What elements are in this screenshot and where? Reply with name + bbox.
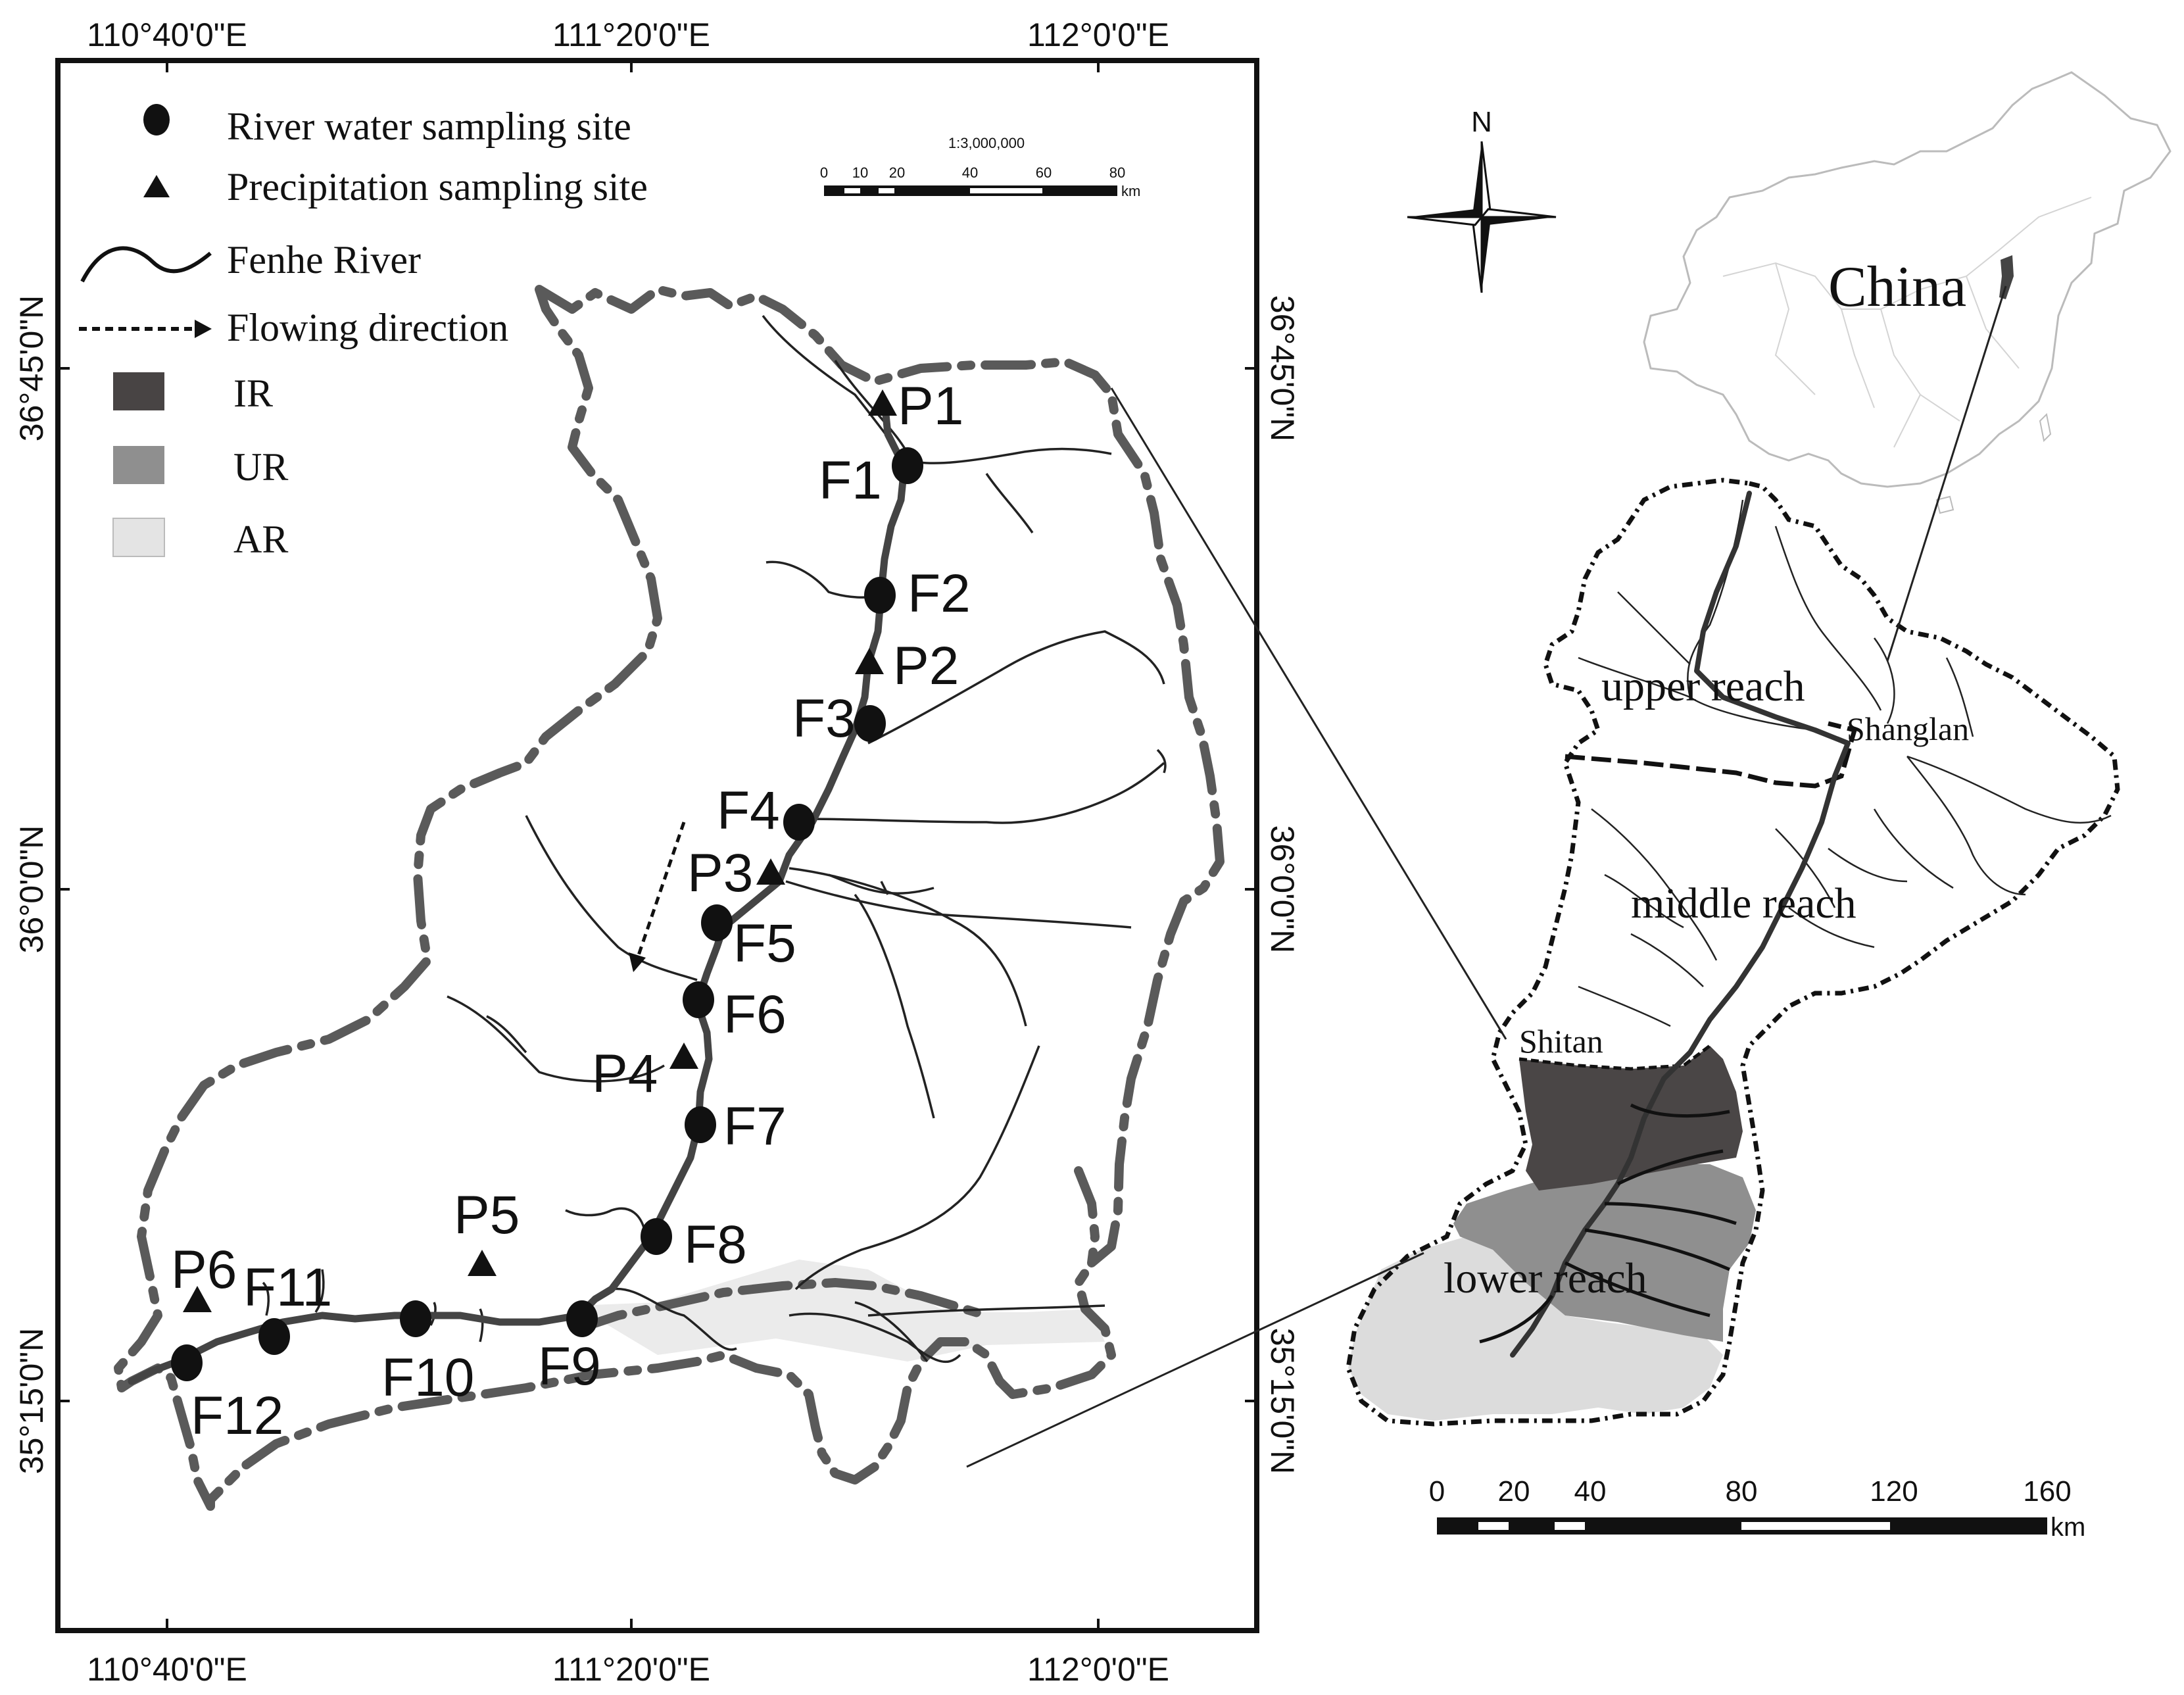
inset-scale-tick-160: 160 [2023, 1475, 2072, 1508]
coord-right-3: 35°15'0"N [1264, 1327, 1301, 1475]
site-label-f5: F5 [733, 914, 796, 973]
inset-basin-map [1348, 480, 2118, 1424]
legend-river-site-symbol [143, 104, 170, 135]
legend-ir-label: IR [233, 372, 273, 415]
site-label-f7: F7 [723, 1096, 787, 1156]
inset-label-upper: upper reach [1601, 662, 1805, 710]
coord-left-1: 36°45'0"N [13, 295, 50, 442]
site-label-f6: F6 [723, 985, 787, 1044]
site-f9-marker [566, 1300, 598, 1337]
coord-bottom-3: 112°0'0"E [1027, 1651, 1169, 1688]
coord-left-2: 36°0'0"N [13, 825, 50, 954]
site-label-f11: F11 [243, 1258, 333, 1317]
inset-label-middle: middle reach [1631, 879, 1856, 927]
site-label-f8: F8 [684, 1215, 747, 1275]
legend-river-label: Fenhe River [227, 238, 421, 282]
coord-top-1: 110°40'0"E [87, 16, 247, 53]
site-f2-marker [864, 577, 896, 614]
coord-bottom-2: 111°20'0"E [552, 1651, 711, 1688]
inset-label-lower: lower reach [1444, 1254, 1647, 1302]
main-scale-ratio: 1:3,000,000 [948, 135, 1025, 151]
china-label: China [1828, 255, 1967, 319]
legend-precip-site-label: Precipitation sampling site [227, 165, 648, 209]
coord-top-2: 111°20'0"E [552, 16, 711, 53]
site-label-f10: F10 [381, 1348, 475, 1408]
inset-scale-tick-80: 80 [1725, 1475, 1758, 1508]
coord-top-3: 112°0'0"E [1027, 16, 1169, 53]
legend-ar-label: AR [233, 518, 289, 561]
site-f1-marker [892, 447, 923, 484]
site-label-p4: P4 [592, 1044, 658, 1104]
site-label-f4: F4 [717, 781, 780, 841]
inset-label-shanglan: Shanglan [1847, 710, 1970, 747]
site-f7-marker [685, 1106, 716, 1143]
site-label-f12: F12 [191, 1386, 284, 1446]
legend-ar-swatch [113, 518, 164, 556]
site-f8-marker [641, 1218, 672, 1255]
legend-river-site-label: River water sampling site [227, 105, 631, 148]
main-scale-tick-0: 0 [819, 164, 829, 181]
main-scale-tick-80: 80 [1109, 164, 1126, 181]
inset-scale-bar [1429, 1475, 2086, 1542]
site-label-p6: P6 [171, 1240, 237, 1300]
legend-ir-swatch [113, 372, 164, 410]
site-f11-marker [258, 1318, 290, 1355]
inset-scale-tick-0: 0 [1428, 1475, 1445, 1508]
main-scale-tick-20: 20 [888, 164, 906, 181]
coord-left-3: 35°15'0"N [13, 1327, 50, 1475]
legend-ur-swatch [113, 446, 164, 484]
north-label: N [1471, 106, 1492, 138]
legend-direction-label: Flowing direction [227, 306, 509, 349]
legend-ur-label: UR [233, 445, 289, 489]
site-label-f2: F2 [908, 564, 971, 624]
china-outline-map [1644, 72, 2170, 513]
coord-bottom-1: 110°40'0"E [87, 1651, 247, 1688]
main-scale-tick-40: 40 [961, 164, 979, 181]
inset-scale-tick-120: 120 [1870, 1475, 1918, 1508]
main-scale-unit: km [1121, 183, 1141, 199]
inset-scale-tick-40: 40 [1574, 1475, 1607, 1508]
site-label-p2: P2 [893, 636, 959, 696]
site-f6-marker [683, 981, 714, 1018]
site-label-f3: F3 [792, 689, 856, 749]
site-label-f9: F9 [538, 1337, 601, 1396]
site-f3-marker [854, 705, 886, 742]
site-f4-marker [783, 804, 815, 841]
inset-upper-divider [1565, 724, 1855, 786]
site-label-p1: P1 [898, 376, 964, 436]
site-label-f1: F1 [819, 451, 882, 510]
inset-scale-unit: km [2051, 1513, 2086, 1542]
site-label-p5: P5 [454, 1185, 520, 1245]
inset-label-shitan: Shitan [1519, 1023, 1603, 1060]
main-scale-tick-10: 10 [852, 164, 869, 181]
site-f10-marker [400, 1300, 431, 1337]
site-f12-marker [171, 1344, 203, 1381]
north-arrow [1407, 106, 1556, 293]
china-taiwan [2040, 414, 2051, 441]
coord-right-2: 36°0'0"N [1264, 825, 1301, 954]
inset-scale-tick-20: 20 [1497, 1475, 1530, 1508]
coord-right-1: 36°45'0"N [1264, 295, 1301, 442]
site-label-p3: P3 [687, 843, 754, 903]
main-scale-tick-60: 60 [1035, 164, 1052, 181]
site-f5-marker [701, 904, 733, 941]
